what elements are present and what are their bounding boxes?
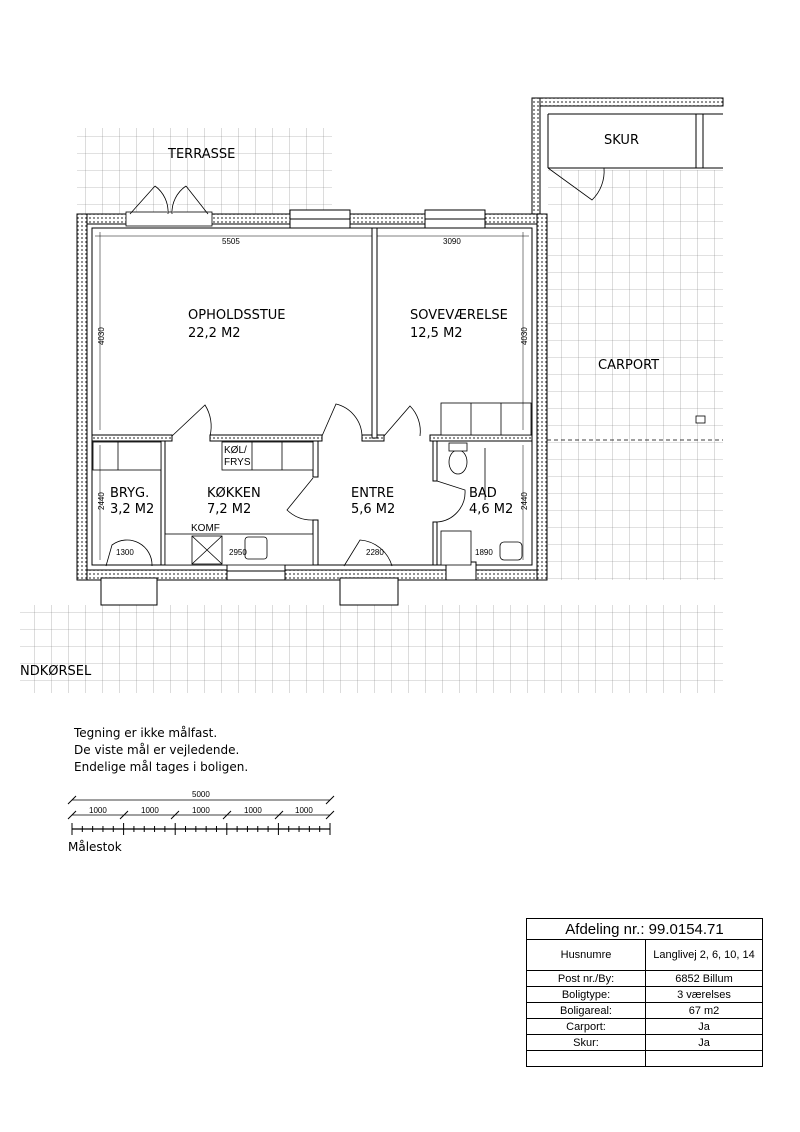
info-label: Carport: bbox=[527, 1019, 646, 1035]
room-name-bad: BAD bbox=[469, 486, 497, 501]
scale-total: 5000 bbox=[192, 790, 210, 799]
info-value: Ja bbox=[646, 1035, 763, 1051]
info-row bbox=[527, 1019, 763, 1035]
info-label: Skur: bbox=[527, 1035, 646, 1051]
room-area-opholdsstue: 22,2 M2 bbox=[188, 326, 241, 341]
info-row bbox=[527, 1003, 763, 1019]
info-row bbox=[527, 1051, 763, 1067]
dim-top-left: 5505 bbox=[222, 237, 240, 246]
outlet-icon bbox=[696, 416, 705, 423]
info-value: Langlivej 2, 6, 10, 14 bbox=[646, 940, 763, 971]
info-value: 6852 Billum bbox=[646, 971, 763, 987]
dim-bottom-kokken: 2950 bbox=[229, 548, 247, 557]
dim-left-upper: 4030 bbox=[97, 327, 106, 345]
note-line-2: De viste mål er vejledende. bbox=[74, 743, 240, 757]
info-label: Husnumre bbox=[527, 940, 646, 971]
info-value bbox=[646, 1051, 763, 1067]
house-walls bbox=[77, 214, 547, 580]
dim-bottom-bad: 1890 bbox=[475, 548, 493, 557]
scale-bar bbox=[68, 796, 334, 835]
scale-caption: Målestok bbox=[68, 840, 122, 854]
note-line-1: Tegning er ikke målfast. bbox=[74, 726, 218, 740]
info-title: Afdeling nr.: 99.0154.71 bbox=[527, 919, 763, 940]
note-line-3: Endelige mål tages i boligen. bbox=[74, 760, 249, 774]
info-row bbox=[527, 971, 763, 987]
info-label bbox=[527, 1051, 646, 1067]
dim-left-lower: 2440 bbox=[97, 492, 106, 510]
scale-seg-3: 1000 bbox=[192, 806, 210, 815]
info-row bbox=[527, 940, 763, 971]
room-name-entre: ENTRE bbox=[351, 486, 395, 501]
driveway-tiles bbox=[20, 605, 723, 693]
room-area-sovevaerelse: 12,5 M2 bbox=[410, 326, 463, 341]
info-row bbox=[527, 1035, 763, 1051]
dim-right-upper: 4030 bbox=[520, 327, 529, 345]
room-name-opholdsstue: OPHOLDSSTUE bbox=[188, 308, 286, 323]
room-area-entre: 5,6 M2 bbox=[351, 502, 396, 517]
room-name-kokken: KØKKEN bbox=[207, 486, 261, 501]
info-label: Post nr./By: bbox=[527, 971, 646, 987]
info-value: 67 m2 bbox=[646, 1003, 763, 1019]
label-terrasse: TERRASSE bbox=[168, 147, 236, 162]
carport-tiles bbox=[548, 170, 723, 580]
room-area-bryg: 3,2 M2 bbox=[110, 502, 155, 517]
terrace-tiles bbox=[77, 128, 332, 216]
dim-bottom-entre: 2280 bbox=[366, 548, 384, 557]
room-name-bryg: BRYG. bbox=[110, 486, 150, 501]
info-row bbox=[527, 987, 763, 1003]
label-carport: CARPORT bbox=[598, 358, 660, 373]
room-area-kokken: 7,2 M2 bbox=[207, 502, 252, 517]
info-table bbox=[526, 918, 763, 1067]
label-skur: SKUR bbox=[604, 133, 639, 148]
info-value: Ja bbox=[646, 1019, 763, 1035]
room-area-bad: 4,6 M2 bbox=[469, 502, 514, 517]
dim-right-lower: 2440 bbox=[520, 492, 529, 510]
info-title-row bbox=[527, 919, 763, 940]
info-label: Boligareal: bbox=[527, 1003, 646, 1019]
scale-seg-1: 1000 bbox=[89, 806, 107, 815]
dim-top-right: 3090 bbox=[443, 237, 461, 246]
scale-seg-2: 1000 bbox=[141, 806, 159, 815]
info-value: 3 værelses bbox=[646, 987, 763, 1003]
scale-seg-4: 1000 bbox=[244, 806, 262, 815]
dim-bottom-bryg: 1300 bbox=[116, 548, 134, 557]
label-indkorsel: NDKØRSEL bbox=[20, 664, 92, 679]
label-komf: KOMF bbox=[191, 523, 220, 534]
label-frys: FRYS bbox=[224, 457, 251, 468]
info-label: Boligtype: bbox=[527, 987, 646, 1003]
scale-seg-5: 1000 bbox=[295, 806, 313, 815]
room-name-sovevaerelse: SOVEVÆRELSE bbox=[410, 308, 508, 323]
label-kol: KØL/ bbox=[224, 445, 247, 456]
